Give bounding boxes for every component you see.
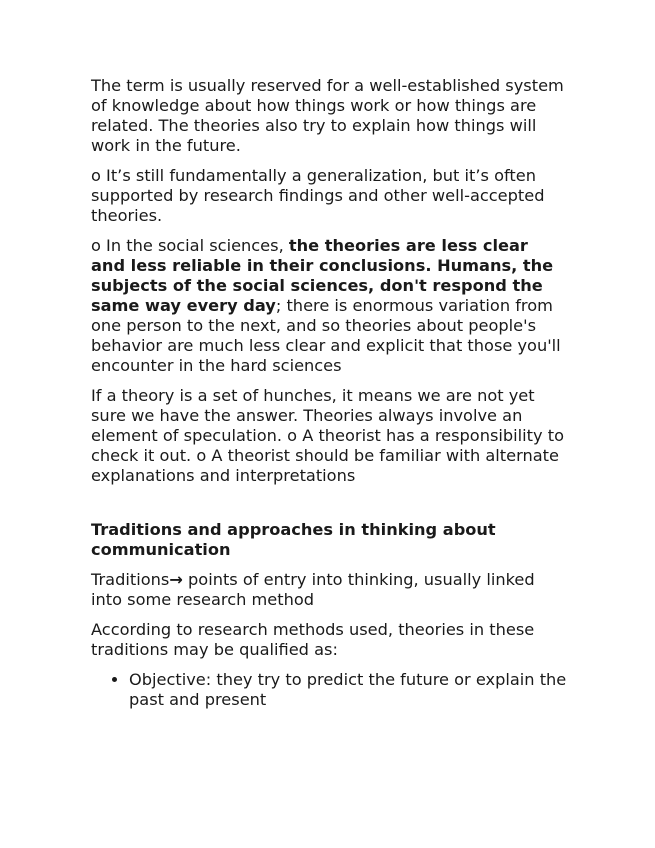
paragraph-generalization: o It’s still fundamentally a generalization, but it’s often supported by research findings and other well-accepted theories.: [91, 166, 545, 225]
paragraph-definition: The term is usually reserved for a well-established system of knowledge about how things work or how things are related. The theories also try to explain how things will work in the future.: [91, 76, 564, 155]
paragraph-hunches: If a theory is a set of hunches, it means we are not yet sure we have the answer. Theories always involve an element of speculation. o A theorist has a responsibility to check it out. o A theorist should be familiar with alternate explanations and interpretations: [91, 386, 564, 485]
paragraph-traditions: [91, 570, 567, 610]
social-sciences-emphasis: the theories are less clear and less reliable in their conclusions. Humans, the subjects of the social sciences, don't respond the same way every day: [91, 236, 554, 315]
social-sciences-intro: o In the social sciences,: [91, 236, 289, 255]
social-sciences-rest: ; there is enormous variation from one person to the next, and so theories about people's behavior are much less clear and explicit that those you'll encounter in the hard sciences: [91, 296, 561, 375]
traditions-label: Traditions: [91, 570, 170, 589]
paragraph-research-methods: According to research methods used, theories in these traditions may be qualified as:: [91, 620, 535, 659]
arrow-right-icon: →: [169, 570, 183, 589]
traditions-description: points of entry into thinking, usually linked into some research method: [91, 570, 535, 609]
section-heading: Traditions and approaches in thinking about communication: [91, 520, 496, 559]
bullet-list: [91, 670, 567, 710]
list-item: • Objective: they try to predict the future or explain the past and present: [129, 670, 567, 710]
document-page: [91, 76, 567, 710]
paragraph-social-sciences: [91, 236, 567, 376]
